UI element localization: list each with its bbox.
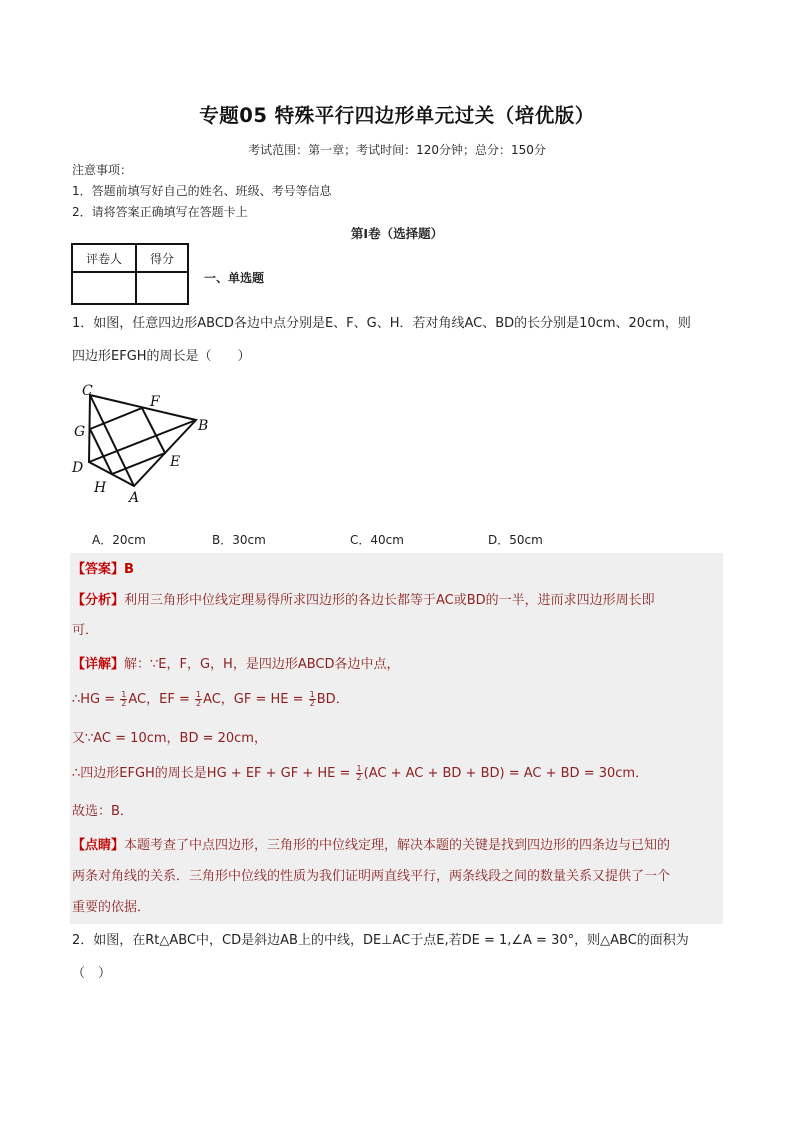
label-a: A (129, 490, 140, 506)
label-f: F (150, 394, 160, 410)
score-header: 得分 (136, 244, 188, 272)
note-item-2: 2．请将答案正确填写在答题卡上 (72, 205, 248, 219)
detail-text-4a: ∴四边形EFGH的周长是HG + EF + GF + HE = (72, 766, 355, 781)
comment-tag: 【点睛】 (72, 838, 125, 853)
notes-heading: 注意事项： (72, 163, 133, 177)
detail-line-2 (72, 690, 349, 710)
question-2-line-1: 2．如图，在Rt△ABC中，CD是斜边AB上的中线，DE⊥AC于点E,若DE = 1,∠A = 30°，则△ABC的面积为 (72, 933, 689, 948)
label-b: B (198, 418, 209, 434)
page-title: 专题05 特殊平行四边形单元过关（培优版） (199, 104, 595, 127)
detail-text-2c: AC，GF = HE = (203, 692, 308, 707)
label-c: C (82, 383, 93, 399)
fraction-half: $\frac{1}{2}$ (121, 690, 127, 708)
section-title: 第I卷（选择题） (350, 226, 444, 241)
comment-text-1: 本题考查了中点四边形，三角形的中位线定理，解决本题的关键是找到四边形的四条边与已知的 (124, 838, 671, 853)
detail-line-5: 故选：B． (72, 804, 133, 819)
grader-table (71, 243, 189, 305)
analysis-tag: 【分析】 (72, 593, 125, 608)
option-b[interactable]: B．30cm (212, 533, 266, 547)
option-c[interactable]: C．40cm (350, 533, 404, 547)
answer-line (72, 560, 134, 580)
label-g: G (74, 424, 86, 440)
question-2-line-2: （ ） (72, 966, 112, 981)
label-e: E (170, 454, 181, 470)
grader-cell[interactable] (72, 272, 136, 304)
detail-text-2b: AC，EF = (128, 692, 194, 707)
score-cell[interactable] (136, 272, 188, 304)
fraction-half: $\frac{1}{2}$ (309, 690, 315, 708)
detail-text-2a: ∴HG = (72, 692, 120, 707)
fraction-half: $\frac{1}{2}$ (356, 764, 362, 782)
detail-line-3: 又∵AC = 10cm，BD = 20cm， (72, 731, 267, 746)
quadrilateral-figure (62, 378, 222, 508)
detail-text-2d: BD． (316, 692, 349, 707)
comment-line-3: 重要的依据． (72, 900, 151, 915)
answer-tag: 【答案】 (72, 562, 125, 577)
detail-tag: 【详解】 (72, 657, 125, 672)
grader-header: 评卷人 (72, 244, 136, 272)
analysis-line-2: 可． (72, 623, 99, 638)
exam-info: 考试范围：第一章；考试时间：120分钟；总分：150分 (248, 143, 546, 157)
analysis-line-1 (72, 591, 655, 611)
detail-text-1: 解：∵E，F，G，H，是四边形ABCD各边中点， (124, 657, 400, 672)
question-1-line-2: 四边形EFGH的周长是（ ） (72, 349, 251, 364)
fraction-half: $\frac{1}{2}$ (195, 690, 202, 708)
option-d[interactable]: D．50cm (488, 533, 543, 547)
answer-value: B (124, 562, 134, 577)
question-1-line-1: 1．如图，任意四边形ABCD各边中点分别是E、F、G、H．若对角线AC、BD的长分别是10cm、20cm，则 (72, 316, 691, 331)
note-item-1: 1．答题前填写好自己的姓名、班级、考号等信息 (72, 184, 332, 198)
part-title: 一、单选题 (204, 271, 265, 285)
option-a[interactable]: A．20cm (92, 533, 146, 547)
analysis-text-1: 利用三角形中位线定理易得所求四边形的各边长都等于AC或BD的一半，进而求四边形周长即 (124, 593, 655, 608)
comment-line-2: 两条对角线的关系．三角形中位线的性质为我们证明两直线平行，两条线段之间的数量关系又提供了一个 (72, 869, 671, 884)
detail-line-4 (72, 764, 648, 784)
label-h: H (94, 480, 107, 496)
detail-line-1 (72, 655, 400, 675)
comment-line-1 (72, 836, 670, 856)
detail-text-4b: (AC + AC + BD + BD) = AC + BD = 30cm． (363, 766, 649, 781)
label-d: D (72, 460, 84, 476)
